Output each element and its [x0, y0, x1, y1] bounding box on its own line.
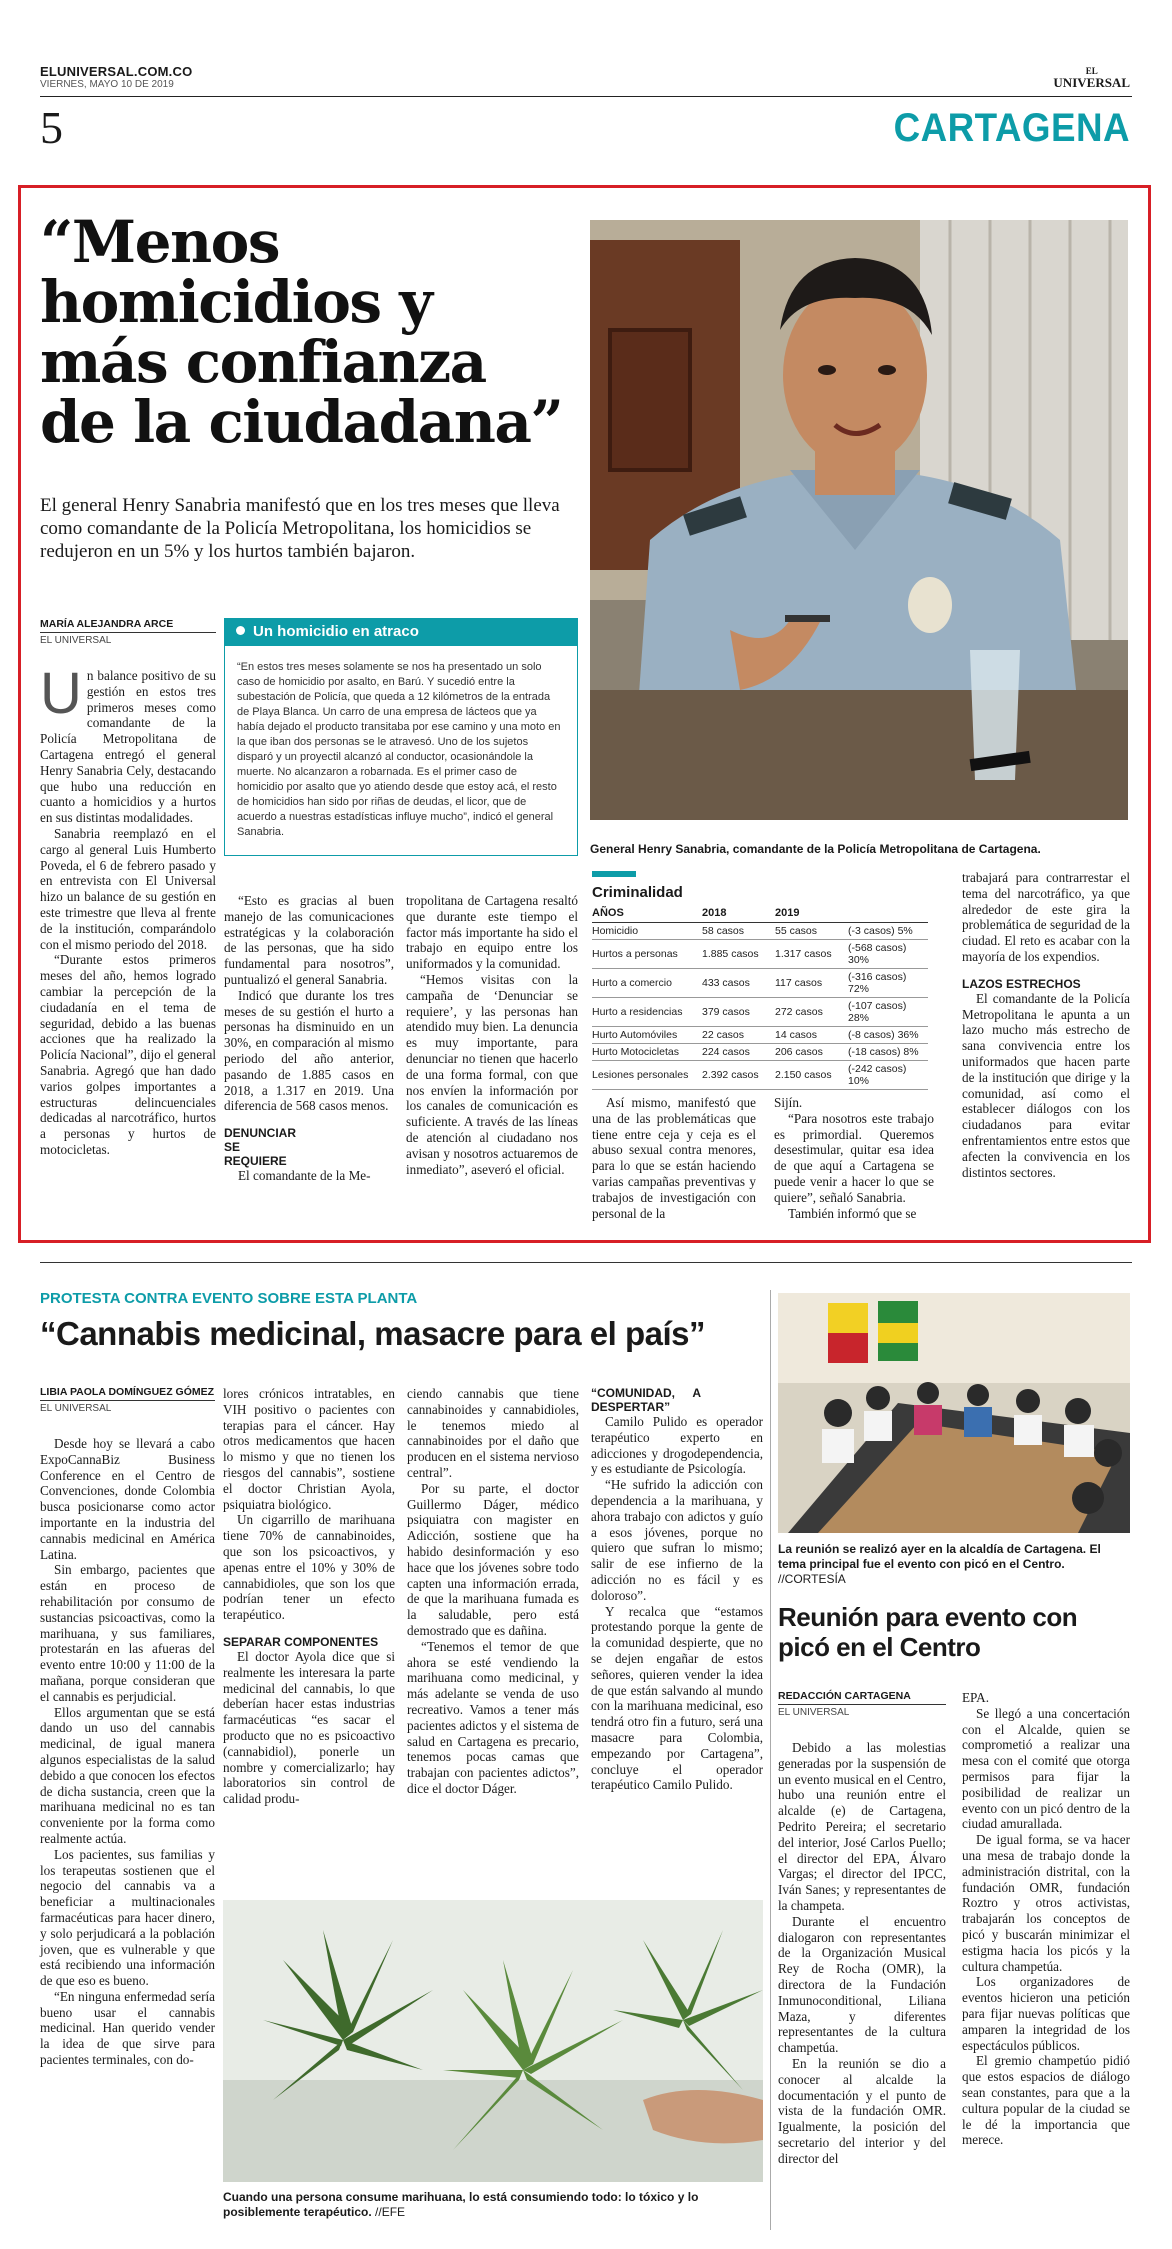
table-cell: 22 casos — [702, 1027, 775, 1044]
subhead: “COMUNIDAD, A DESPERTAR” — [591, 1386, 701, 1414]
main-column-2 — [224, 893, 394, 1184]
logo-top: EL — [1085, 66, 1098, 76]
paragraph: Así mismo, manifestó que una de las problemáticas que tiene entre ceja y ceja es el abuso sexual contra menores, para lo que se están haciendo varias campañas preventivas y trabajos de investigación con personal de la — [592, 1095, 756, 1221]
table-cell: 224 casos — [702, 1044, 775, 1061]
paragraph: tropolitana de Cartagena resaltó que durante este tiempo el factor más importante ha sido el trabajo en equipo entre los uniformados y la comunidad. — [406, 893, 578, 972]
table-title: Criminalidad — [592, 884, 683, 901]
caption-credit: //CORTESÍA — [778, 1572, 846, 1586]
main-column-4 — [592, 1095, 756, 1221]
paragraph: Un cigarrillo de marihuana tiene 70% de cannabinoides, que son los psicoactivos, y apenas entre el 10% y 30% de cannabidioles, que son los que podrían tener un efecto terapéutico. — [223, 1512, 395, 1623]
table-cell: (-8 casos) 36% — [848, 1027, 928, 1044]
paragraph: Durante el encuentro dialogaron con representantes de la Organización Musical Rey de Rocha (OMR), la directora de la Fundación Inmunoconditional, Liliana Maza, y diferentes representantes de la cultura champetúa. — [778, 1913, 946, 2056]
cannabis-column-3 — [407, 1386, 579, 1797]
headline-line: “Menos — [40, 208, 279, 276]
subhead: DENUNCIAR SE REQUIERE — [224, 1126, 296, 1169]
table-cell: Hurto a comercio — [592, 969, 702, 998]
byline-org: EL UNIVERSAL — [40, 1400, 215, 1414]
table-accent-bar — [592, 871, 636, 877]
table-row — [592, 1044, 928, 1061]
paragraph: Sijín. — [774, 1095, 803, 1110]
paragraph: Los organizadores de eventos hicieron una petición para fijar nuevas políticas que amparen la integridad de los espectáculos públicos. — [962, 1974, 1130, 2053]
table-row — [592, 940, 928, 969]
table-cell: 58 casos — [702, 923, 775, 940]
paragraph: trabajará para contrarrestar el tema del narcotráfico, ya que alrededor de este gira la problemática de seguridad de la ciudad. El reto es acabar con la mayoría de los expendios. — [962, 870, 1130, 964]
caption-credit: //EFE — [371, 2205, 406, 2219]
headline-line: de la ciudadana” — [40, 388, 563, 456]
table-cell: 14 casos — [775, 1027, 848, 1044]
table-row — [592, 923, 928, 940]
paragraph: lores crónicos intratables, en VIH positivo o pacientes con terapias para el cáncer. Hay otros medicamentos que hacen lo mismo y que no tienen los riesgos del cannabis”, sostiene el doctor Christian Ayola, psiquiatra biológico. — [223, 1386, 395, 1512]
table-cell: 433 casos — [702, 969, 775, 998]
paragraph: EPA. — [962, 1690, 989, 1705]
newspaper-logo — [1053, 66, 1130, 88]
paragraph: “Hemos visitas con la campaña de ‘Denunciar se requiere’, y las personas han atendido muy bien. La denuncia es muy importante, para denunciar no tienen que hacerlo de una forma formal, con que nos envíen la información por los canales de comunicación es suficiente. A través de las líneas de atención al ciudadano nos avisan y nosotros actuaremos de inmediato”, aseveró el oficial. — [406, 971, 578, 1177]
byline-author: REDACCIÓN CARTAGENA — [778, 1690, 911, 1702]
paragraph: Por su parte, el doctor Guillermo Dáger, médico psiquiatra con magister en Adicción, sostiene que ha habido desinformación y eso hace que los jóvenes sobre todo capten una información errada, de que la marihuana fumada es la saludable, pero está demostrado que es dañina. — [407, 1480, 579, 1638]
paragraph: El comandante de la Me- — [238, 1168, 371, 1184]
drop-cap: U — [40, 661, 82, 726]
paragraph: “Tenemos el temor de que ahora se esté vendiendo la marihuana como medicinal, y más adelante se venda de uso recreativo. Vamos a tener más pacientes adictos y el sistema de salud en Cartagena es precario, tenemos pocas camas que trabajan con pacientes adictos”, dice el doctor Dáger. — [407, 1638, 579, 1796]
meeting-photo — [778, 1293, 1130, 1533]
cannabis-photo-caption — [223, 2190, 763, 2220]
paragraph: Sanabria reemplazó en el cargo al general Luis Humberto Poveda, el 6 de febrero pasado y en entrevista con El Universal hizo un balance de su gestión en este trimestre que lleva al frente de la institución, comparándolo con el mismo periodo del 2018. — [40, 825, 216, 952]
table-cell: 379 casos — [702, 998, 775, 1027]
headline-line: más confianza — [40, 328, 486, 396]
paragraph: “He sufrido la adicción con dependencia a la marihuana, y ahora trabajo con adictos y guío a esos jóvenes, porque no quiero que sufran lo mismo; salir de ese infierno de la adicción no es fácil y es doloroso”. — [591, 1477, 763, 1603]
paragraph: Camilo Pulido es operador terapéutico experto en adicciones y drogodependencia, y es estudiante de Psicología. — [591, 1414, 763, 1477]
cannabis-byline-block — [40, 1386, 215, 1414]
paragraph: El gremio champetúo pidió que estos espacios de diálogo sean constantes, para que a la cultura popular de la ciudad se le dé la importancia que merece. — [962, 2053, 1130, 2148]
paragraph: Debido a las molestias generadas por la suspensión de un evento musical en el Centro, hubo una reunión entre el alcalde (e) de Cartagena, Pedrito Pereira; el secretario del interior, José Carlos Puello; el director del EPA, Álvaro Vargas; el director del IPCC, Iván Sanes; y representantes de la champeta. — [778, 1740, 946, 1913]
meeting-headline: Reunión para evento con picó en el Centro — [778, 1602, 1078, 1662]
headline-line: homicidios y — [40, 268, 432, 336]
bullet-dot-icon — [236, 626, 245, 635]
paragraph: Indicó que durante los tres meses de su gestión el hurto a personas ha disminuido en un 30%, en comparación al mismo periodo del año anterior, pasando de 1.885 casos en 2018, a 1.317 en 2019. Una diferencia de 568 casos menos. — [224, 987, 394, 1114]
paragraph: “Esto es gracias al buen manejo de las comunicaciones estratégicas y la colaboración de las personas, que ha sido fundamental para nosotros”, puntualizó el general Sanabria. — [224, 893, 394, 987]
logo-bottom: UNIVERSAL — [1053, 75, 1130, 90]
table-row — [592, 1061, 928, 1090]
paragraph: n balance positivo de su gestión en estos tres primeros meses como comandante de la Policía Metropolitana de Cartagena entregó el general Henry Sanabria Cely, destacando que hubo una reducción en cuanto a homicidios y a hurtos en sus distintas modalidades. — [40, 668, 216, 826]
page-number: 5 — [40, 102, 63, 153]
table-cell: 55 casos — [775, 923, 848, 940]
main-column-6 — [962, 870, 1130, 1180]
general-photo-caption: General Henry Sanabria, comandante de la Policía Metropolitana de Cartagena. — [590, 842, 1041, 856]
table-header — [848, 905, 928, 923]
cannabis-column-1 — [40, 1436, 215, 2068]
section-title: CARTAGENA — [893, 106, 1130, 150]
sidebar-box-body: “En estos tres meses solamente se nos ha presentado un solo caso de homicidio por asalto, en Barú. Y sucedió entre la subestación de Policía, que queda a 12 kilómetros de la entrada de Playa Blanca. Un carro de una empresa de lácteos que ya había dejado el producto transitaba por ese camino y una moto en la que iban dos personas se le atravesó. Uno de los sujetos disparó y un proyectil alcanzó al conductor, ocasionándole la muerte. No alcanzaron a robarnada. Es el primer caso de homicidio por asalto que yo atiendo desde que estoy acá, el resto de homicidios han sido por riñas de deudas, el licor, que de acuerdo a nuestras estadísticas influye mucho”, indicó el general Sanabria. — [224, 646, 578, 856]
paragraph: Ellos argumentan que se está dando un uso del cannabis medicinal, de igual manera algunos especialistas de la salud debido a que conocen los efectos de dicha sustancia, creen que la marihuana medicinal no es tan conveniente por la forma como realmente actúa. — [40, 1704, 215, 1846]
cannabis-kicker: PROTESTA CONTRA EVENTO SOBRE ESTA PLANTA — [40, 1290, 418, 1307]
sidebar-box-title — [224, 618, 578, 646]
table-cell: Hurto a residencias — [592, 998, 702, 1027]
main-deck: El general Henry Sanabria manifestó que en los tres meses que lleva como comandante de la Policía Metropolitana, los homicidios se redujeron en un 5% y los hurtos también bajaron. — [40, 495, 560, 562]
paragraph: Se llegó a una concertación con el Alcalde, quien se comprometió a realizar una mesa con el comité que otorga permisos para fijar la posibilidad de realizar un evento con un picó dentro de la ciudad amurallada. — [962, 1705, 1130, 1832]
cannabis-column-4 — [591, 1386, 763, 1793]
sidebar-box-title-text: Un homicidio en atraco — [253, 623, 419, 640]
table-cell: 1.885 casos — [702, 940, 775, 969]
table-cell: Homicidio — [592, 923, 702, 940]
paragraph: El comandante de la Policía Metropolitana le apunta a un lazo mucho más estrecho de sana convivencia entre los uniformados que hacen parte de la institución que dirige y la comunidad, así como el establecer diálogos con los ciudadanos para evitar enfrentamientos entre estos que afecten la convivencia en los distintos sectores. — [962, 990, 1130, 1180]
table-cell: (-107 casos) 28% — [848, 998, 928, 1027]
table-cell: Hurtos a personas — [592, 940, 702, 969]
table-cell: 1.317 casos — [775, 940, 848, 969]
paragraph: Y recalca que “estamos protestando porque la gente de la comunidad despierte, que no se dejen engañar de estos señores, quieren vender la idea de que están salvando al mundo con la marihuana medicinal, eso tendrá otro fin a futuro, será una masacre para Colombia, empezando por Cartagena”, concluye el operador terapéutico Camilo Pulido. — [591, 1603, 763, 1793]
meeting-photo-illustration — [778, 1293, 1130, 1533]
table-cell: 2.150 casos — [775, 1061, 848, 1090]
paragraph: “Durante estos primeros meses del año, hemos logrado cambiar la percepción de la ciudadanía en el tema de seguridad, debido a las buenas acciones que ha realizado la Policía Nacional”, dijo el general Sanabria. Agregó que han dado varios golpes importantes a estructuras delincuenciales dedicadas al narcotráfico, hurtos a personas y hurtos de motocicletas. — [40, 952, 216, 1157]
meeting-column-1 — [778, 1740, 946, 2167]
table-cell: (-568 casos) 30% — [848, 940, 928, 969]
paragraph: Desde hoy se llevará a cabo ExpoCannaBiz Business Conference en el Centro de Convenciones, donde Colombia busca posicionarse como actor importante en la industria del cannabis medicinal en América Latina. — [40, 1436, 215, 1562]
table-cell: (-316 casos) 72% — [848, 969, 928, 998]
criminality-table — [592, 905, 928, 1090]
table-row — [592, 998, 928, 1027]
paragraph: Los pacientes, sus familias y los terapeutas sostienen que el negocio del cannabis va a beneficiar a multinacionales farmacéuticas para hacer dinero, y solo perjudicará a la población joven, que es vulnerable y que está recibiendo una información de que eso es bueno. — [40, 1846, 215, 1989]
cannabis-column-2 — [223, 1386, 395, 1807]
subhead: SEPARAR COMPONENTES — [223, 1634, 379, 1649]
subhead: LAZOS ESTRECHOS — [962, 976, 1081, 991]
paragraph: También informó que se — [788, 1205, 917, 1221]
paragraph: El doctor Ayola dice que si realmente les interesara la parte medicinal del cannabis, lo que deberían hacer estas industrias farmacéuticas “es sacar el producto que no es psicoactivo (cannabidiol), ponerle un nombre y comercializarlo; hay laboratorios sin control de calidad produ- — [223, 1648, 395, 1807]
table-cell: 272 casos — [775, 998, 848, 1027]
paragraph: De igual forma, se va hacer una mesa de trabajo donde la administración distrital, con la fundación OMR, fundación Roztro y otros activistas, trabajarán los conceptos de picó y buscarán minimizar el estigma hacia los picós y la cultura champetúa. — [962, 1832, 1130, 1974]
meeting-photo-caption — [778, 1542, 1130, 1587]
paragraph: En la reunión se dio a conocer al alcalde la documentación y el punto de vista de la fundación OMR. Igualmente, la posición del secretario del interior y del director del — [778, 2055, 946, 2166]
table-row — [592, 969, 928, 998]
section-divider — [40, 1262, 1132, 1263]
byline-author: MARÍA ALEJANDRA ARCE — [40, 618, 174, 630]
table-cell: Hurto Automóviles — [592, 1027, 702, 1044]
table-cell: Hurto Motocicletas — [592, 1044, 702, 1061]
table-cell: (-3 casos) 5% — [848, 923, 928, 940]
table-cell: (-242 casos) 10% — [848, 1061, 928, 1090]
byline-author: LIBIA PAOLA DOMÍNGUEZ GÓMEZ — [40, 1386, 215, 1398]
caption-text: Cuando una persona consume marihuana, lo está consumiendo todo: lo tóxico y lo posiblemente terapéutico. — [223, 2190, 699, 2219]
byline-org: EL UNIVERSAL — [40, 632, 216, 646]
table-header: AÑOS — [592, 905, 702, 923]
main-headline — [40, 208, 600, 456]
caption-text: La reunión se realizó ayer en la alcaldía de Cartagena. El tema principal fue el evento con picó en el Centro. — [778, 1542, 1101, 1571]
main-column-3 — [406, 893, 578, 1177]
cannabis-photo-illustration — [223, 1900, 763, 2182]
cannabis-photo — [223, 1900, 763, 2182]
table-cell: 206 casos — [775, 1044, 848, 1061]
paragraph: ciendo cannabis que tiene cannabinoides y cannabidioles, le tenemos miedo al cannabinoides por el daño que producen en el sistema nervioso central”. — [407, 1386, 579, 1480]
table-row — [592, 1027, 928, 1044]
general-photo-illustration — [590, 220, 1128, 820]
table-cell: 117 casos — [775, 969, 848, 998]
column-divider — [770, 1290, 771, 2230]
general-photo — [590, 220, 1128, 820]
byline-org: EL UNIVERSAL — [778, 1704, 946, 1718]
meeting-byline-block — [778, 1690, 946, 1718]
table-header: 2019 — [775, 905, 848, 923]
paragraph: “Para nosotros este trabajo es primordial. Queremos desestimular, quitar esa idea de que aquí a Cartagena se puede venir a hacer lo que se quiere”, señaló Sanabria. — [774, 1110, 934, 1205]
main-column-5 — [774, 1095, 934, 1221]
table-header: 2018 — [702, 905, 775, 923]
main-column-1 — [40, 661, 216, 1158]
paragraph: Sin embargo, pacientes que están en proceso de rehabilitación por consumo de sustancias psicoactivas, como la marihuana, y sus familiares, protestarán en las afueras del evento entre 10:00 y 11:00 de la mañana, porque consideran que el cannabis es perjudicial. — [40, 1562, 215, 1704]
cannabis-headline: “Cannabis medicinal, masacre para el país” — [40, 1315, 705, 1352]
header-rule — [40, 96, 1132, 97]
paragraph: “En ninguna enfermedad sería bueno usar el cannabis medicinal. Han querido vender la idea de que sirve para pacientes terminales, con do- — [40, 1988, 215, 2068]
issue-date: VIERNES, MAYO 10 DE 2019 — [40, 79, 174, 90]
meeting-column-2 — [962, 1690, 1130, 2148]
table-cell: Lesiones personales — [592, 1061, 702, 1090]
table-cell: 2.392 casos — [702, 1061, 775, 1090]
table-cell: (-18 casos) 8% — [848, 1044, 928, 1061]
main-byline-block — [40, 618, 216, 646]
table-header-row — [592, 905, 928, 923]
site-url: ELUNIVERSAL.COM.CO — [40, 64, 193, 79]
